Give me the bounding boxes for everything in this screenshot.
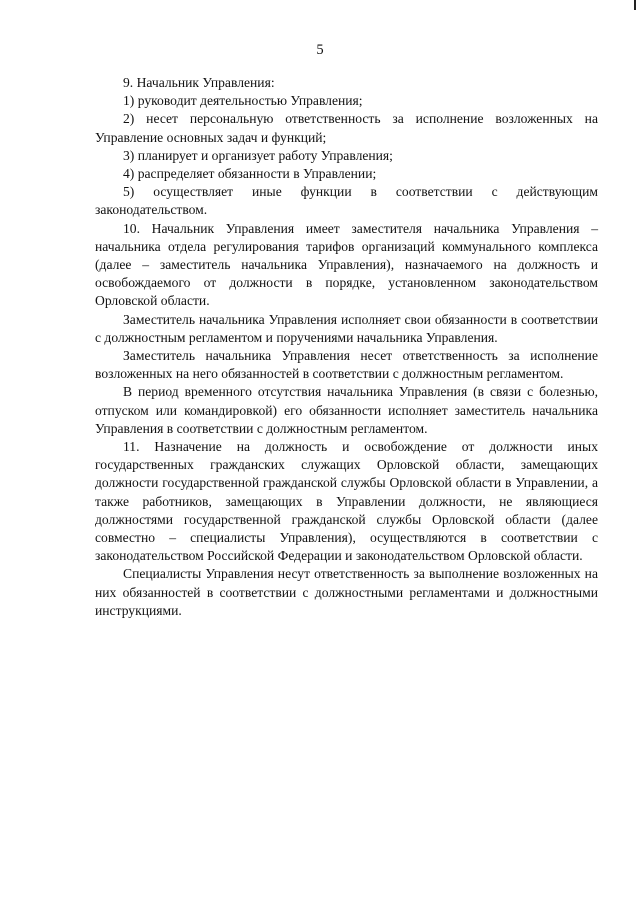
paragraph-item-3: 3) планирует и организует работу Управления; [123, 147, 393, 163]
paragraph-section-9-heading: 9. Начальник Управления: [123, 75, 275, 90]
paragraph-item-5: 5) осуществляет иные функции в соответствии с действующим законодательством. [95, 184, 598, 218]
paragraph-item-2: 2) несет персональную ответственность за исполнение возложенных на Управление основных задач и функций; [95, 111, 598, 145]
document-body [95, 74, 598, 620]
paragraph-section-11: 11. Назначение на должность и освобождение от должности иных государственных гражданских служащих Орловской области, замещающих должности государственной гражданской службы Орловской области в Управлении, а также работников, замещающих в Управлении должности, не являющиеся должностями государственной гражданской службы Орловской области (далее совместно – специалисты Управления), осуществляются в соответствии с законодательством Российской Федерации и законодательством Орловской области. [95, 439, 598, 564]
paragraph-item-4: 4) распределяет обязанности в Управлении; [123, 166, 377, 182]
paragraph-section-10: 10. Начальник Управления имеет заместителя начальника Управления – начальника отдела регулирования тарифов организаций коммунального комплекса (далее – заместитель начальника Управления), назначаемого на должность и освобождаемого от должности в порядке, установленном законодательством Орловской области. [95, 220, 598, 309]
paragraph-specialists-responsibility: Специалисты Управления несут ответственность за выполнение возложенных на них обязанностей в соответствии с должностными регламентами и должностными инструкциями. [95, 566, 598, 618]
paragraph-item-1: 1) руководит деятельностью Управления; [123, 93, 363, 109]
paragraph-deputy-responsibility: Заместитель начальника Управления несет ответственность за исполнение возложенных на него обязанностей в соответствии с должностным регламентом. [95, 348, 598, 382]
paragraph-deputy-duties: Заместитель начальника Управления исполняет свои обязанности в соответствии с должностным регламентом и поручениями начальника Управления. [95, 311, 598, 345]
scan-artifact-mark [634, 0, 636, 10]
paragraph-temporary-absence: В период временного отсутствия начальника Управления (в связи с болезнью, отпуском или командировкой) его обязанности исполняет заместитель начальника Управления в соответствии с должностным регламентом. [95, 384, 598, 436]
page-number: 5 [316, 42, 324, 58]
